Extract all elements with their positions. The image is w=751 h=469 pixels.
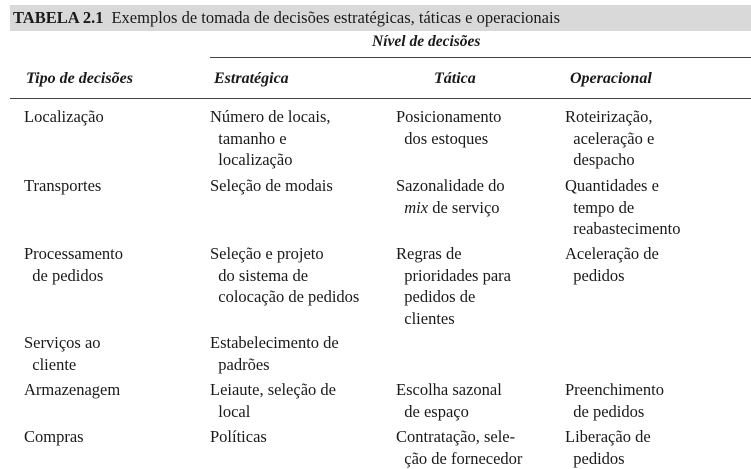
- row-servicos-estrategica: Estabelecimento de padrões: [210, 333, 339, 374]
- row-compras-operacional: Liberação de pedidos: [565, 427, 651, 468]
- header-rule: [10, 98, 751, 99]
- column-header-tipo: Tipo de decisões: [26, 70, 133, 87]
- table-caption: [13, 8, 560, 28]
- row-processamento-tatica: Regras de prioridades para pedidos de clientes: [396, 244, 511, 328]
- row-transportes-operacional: Quantidades e tempo de reabastecimento: [565, 176, 681, 238]
- row-processamento-operacional: Aceleração de pedidos: [565, 244, 659, 285]
- row-transportes-tatica-mix: mix: [404, 197, 429, 217]
- group-header: Nível de decisões: [372, 33, 481, 50]
- row-compras-tipo: Compras: [24, 427, 84, 446]
- row-compras-estrategica: Políticas: [210, 427, 267, 446]
- row-armazenagem-operacional: Preenchimento de pedidos: [565, 380, 664, 421]
- row-transportes-tatica-line1: Sazonalidade do: [396, 176, 505, 195]
- row-transportes-estrategica: Seleção de modais: [210, 176, 333, 195]
- row-localizacao-tipo: Localização: [24, 107, 104, 126]
- row-localizacao-tatica: Posicionamento dos estoques: [396, 107, 502, 148]
- row-transportes-tatica: [396, 175, 505, 218]
- caption-number: TABELA 2.1: [13, 8, 104, 27]
- column-header-estrategica: Estratégica: [214, 70, 289, 87]
- row-servicos-tipo: Serviços ao cliente: [24, 333, 101, 374]
- column-header-operacional: Operacional: [570, 70, 652, 87]
- row-processamento-tipo: Processamento de pedidos: [24, 244, 123, 285]
- column-header-tatica: Tática: [434, 70, 476, 87]
- row-localizacao-estrategica: Número de locais, tamanho e localização: [210, 107, 331, 169]
- row-processamento-estrategica: Seleção e projeto do sistema de colocação de pedidos: [210, 244, 360, 306]
- group-header-rule: [210, 57, 751, 58]
- row-armazenagem-estrategica: Leiaute, seleção de local: [210, 380, 336, 421]
- caption-text: Exemplos de tomada de decisões estratégicas, táticas e operacionais: [111, 8, 560, 27]
- row-armazenagem-tipo: Armazenagem: [24, 380, 121, 399]
- row-transportes-tatica-rest: de serviço: [428, 197, 500, 217]
- row-armazenagem-tatica: Escolha sazonal de espaço: [396, 380, 502, 421]
- row-localizacao-operacional: Roteirização, aceleração e despacho: [565, 107, 655, 169]
- row-transportes-tipo: Transportes: [24, 176, 102, 195]
- row-compras-tatica: Contratação, sele- ção de fornecedor: [396, 427, 523, 468]
